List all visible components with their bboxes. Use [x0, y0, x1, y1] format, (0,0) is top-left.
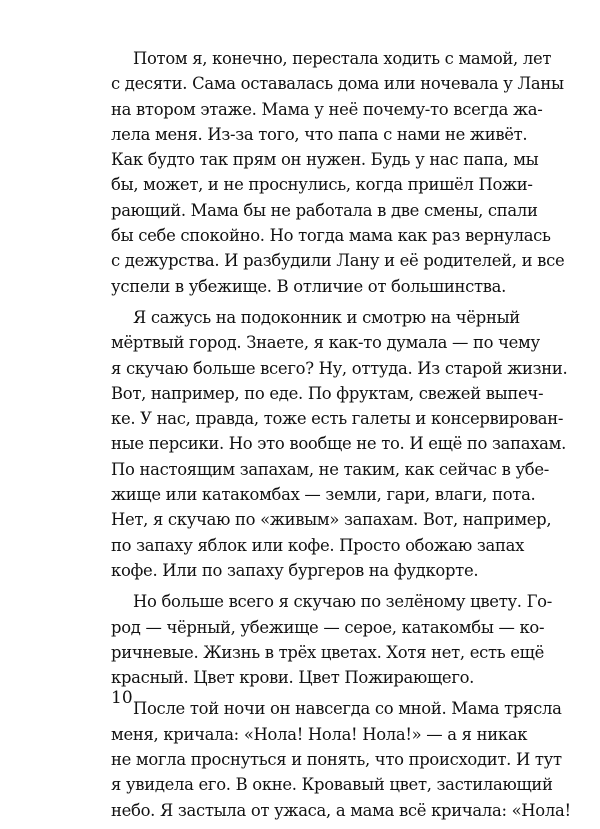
text-line: я скучаю больше всего? Ну, оттуда. Из старой жизни.: [111, 358, 568, 378]
body-text: [111, 46, 571, 829]
text-line: небо. Я застыла от ужаса, а мама всё кричала: «Нола!: [111, 800, 571, 820]
text-line: Вот, например, по еде. По фруктам, свежей выпеч-: [111, 383, 544, 403]
text-line: рающий. Мама бы не работала в две смены, спали: [111, 200, 538, 220]
text-line: красный. Цвет крови. Цвет Пожирающего.: [111, 668, 475, 688]
text-line: Но больше всего я скучаю по зелёному цвету. Го-: [133, 592, 552, 612]
paragraph-1: [111, 46, 565, 299]
text-line: После той ночи он навсегда со мной. Мама трясла: [133, 699, 562, 719]
text-line: Как будто так прям он нужен. Будь у нас папа, мы: [111, 150, 539, 170]
text-line: я увидела его. В окне. Кровавый цвет, застилающий: [111, 775, 553, 795]
page-number: 10: [111, 688, 133, 708]
text-line: Я сажусь на подоконник и смотрю на чёрный: [133, 307, 520, 327]
paragraph-4: [111, 696, 571, 822]
text-line: бы, может, и не проснулись, когда пришёл Пожи-: [111, 175, 533, 195]
text-line: ричневые. Жизнь в трёх цветах. Хотя нет, есть ещё: [111, 642, 545, 662]
text-line: ные персики. Но это вообще не то. И ещё по запахам.: [111, 434, 566, 454]
paragraph-3: [111, 589, 552, 690]
text-line: меня, кричала: «Нола! Нола! Нола!» — а я никак: [111, 724, 528, 744]
text-line: бы себе спокойно. Но тогда мама как раз вернулась: [111, 226, 551, 246]
text-line: По настоящим запахам, не таким, как сейчас в убе-: [111, 459, 550, 479]
text-line: жище или катакомбах — земли, гари, влаги, пота.: [111, 485, 536, 505]
text-line: на втором этаже. Мама у неё почему-то всегда жа-: [111, 99, 543, 119]
text-line: ке. У нас, правда, тоже есть галеты и консервирован-: [111, 409, 564, 429]
text-line: Потом я, конечно, перестала ходить с мамой, лет: [133, 49, 552, 68]
text-line: по запаху яблок или кофе. Просто обожаю запах: [111, 535, 525, 555]
text-line: лела меня. Из-за того, что папа с нами не живёт.: [111, 124, 528, 144]
text-line: род — чёрный, убежище — серое, катакомбы — ко-: [111, 617, 545, 637]
text-line: с дежурства. И разбудили Лану и её родителей, и все: [111, 251, 565, 271]
paragraph-2: [111, 305, 568, 583]
text-line: с десяти. Сама оставалась дома или ночевала у Ланы: [111, 74, 564, 94]
text-line: мёртвый город. Знаете, я как-то думала — по чему: [111, 333, 540, 353]
text-line: Нет, я скучаю по «живым» запахам. Вот, например,: [111, 510, 552, 530]
text-line: не могла проснуться и понять, что происходит. И тут: [111, 750, 562, 770]
text-line: кофе. Или по запаху бургеров на фудкорте.: [111, 560, 479, 580]
text-line: успели в убежище. В отличие от большинства.: [111, 276, 507, 296]
